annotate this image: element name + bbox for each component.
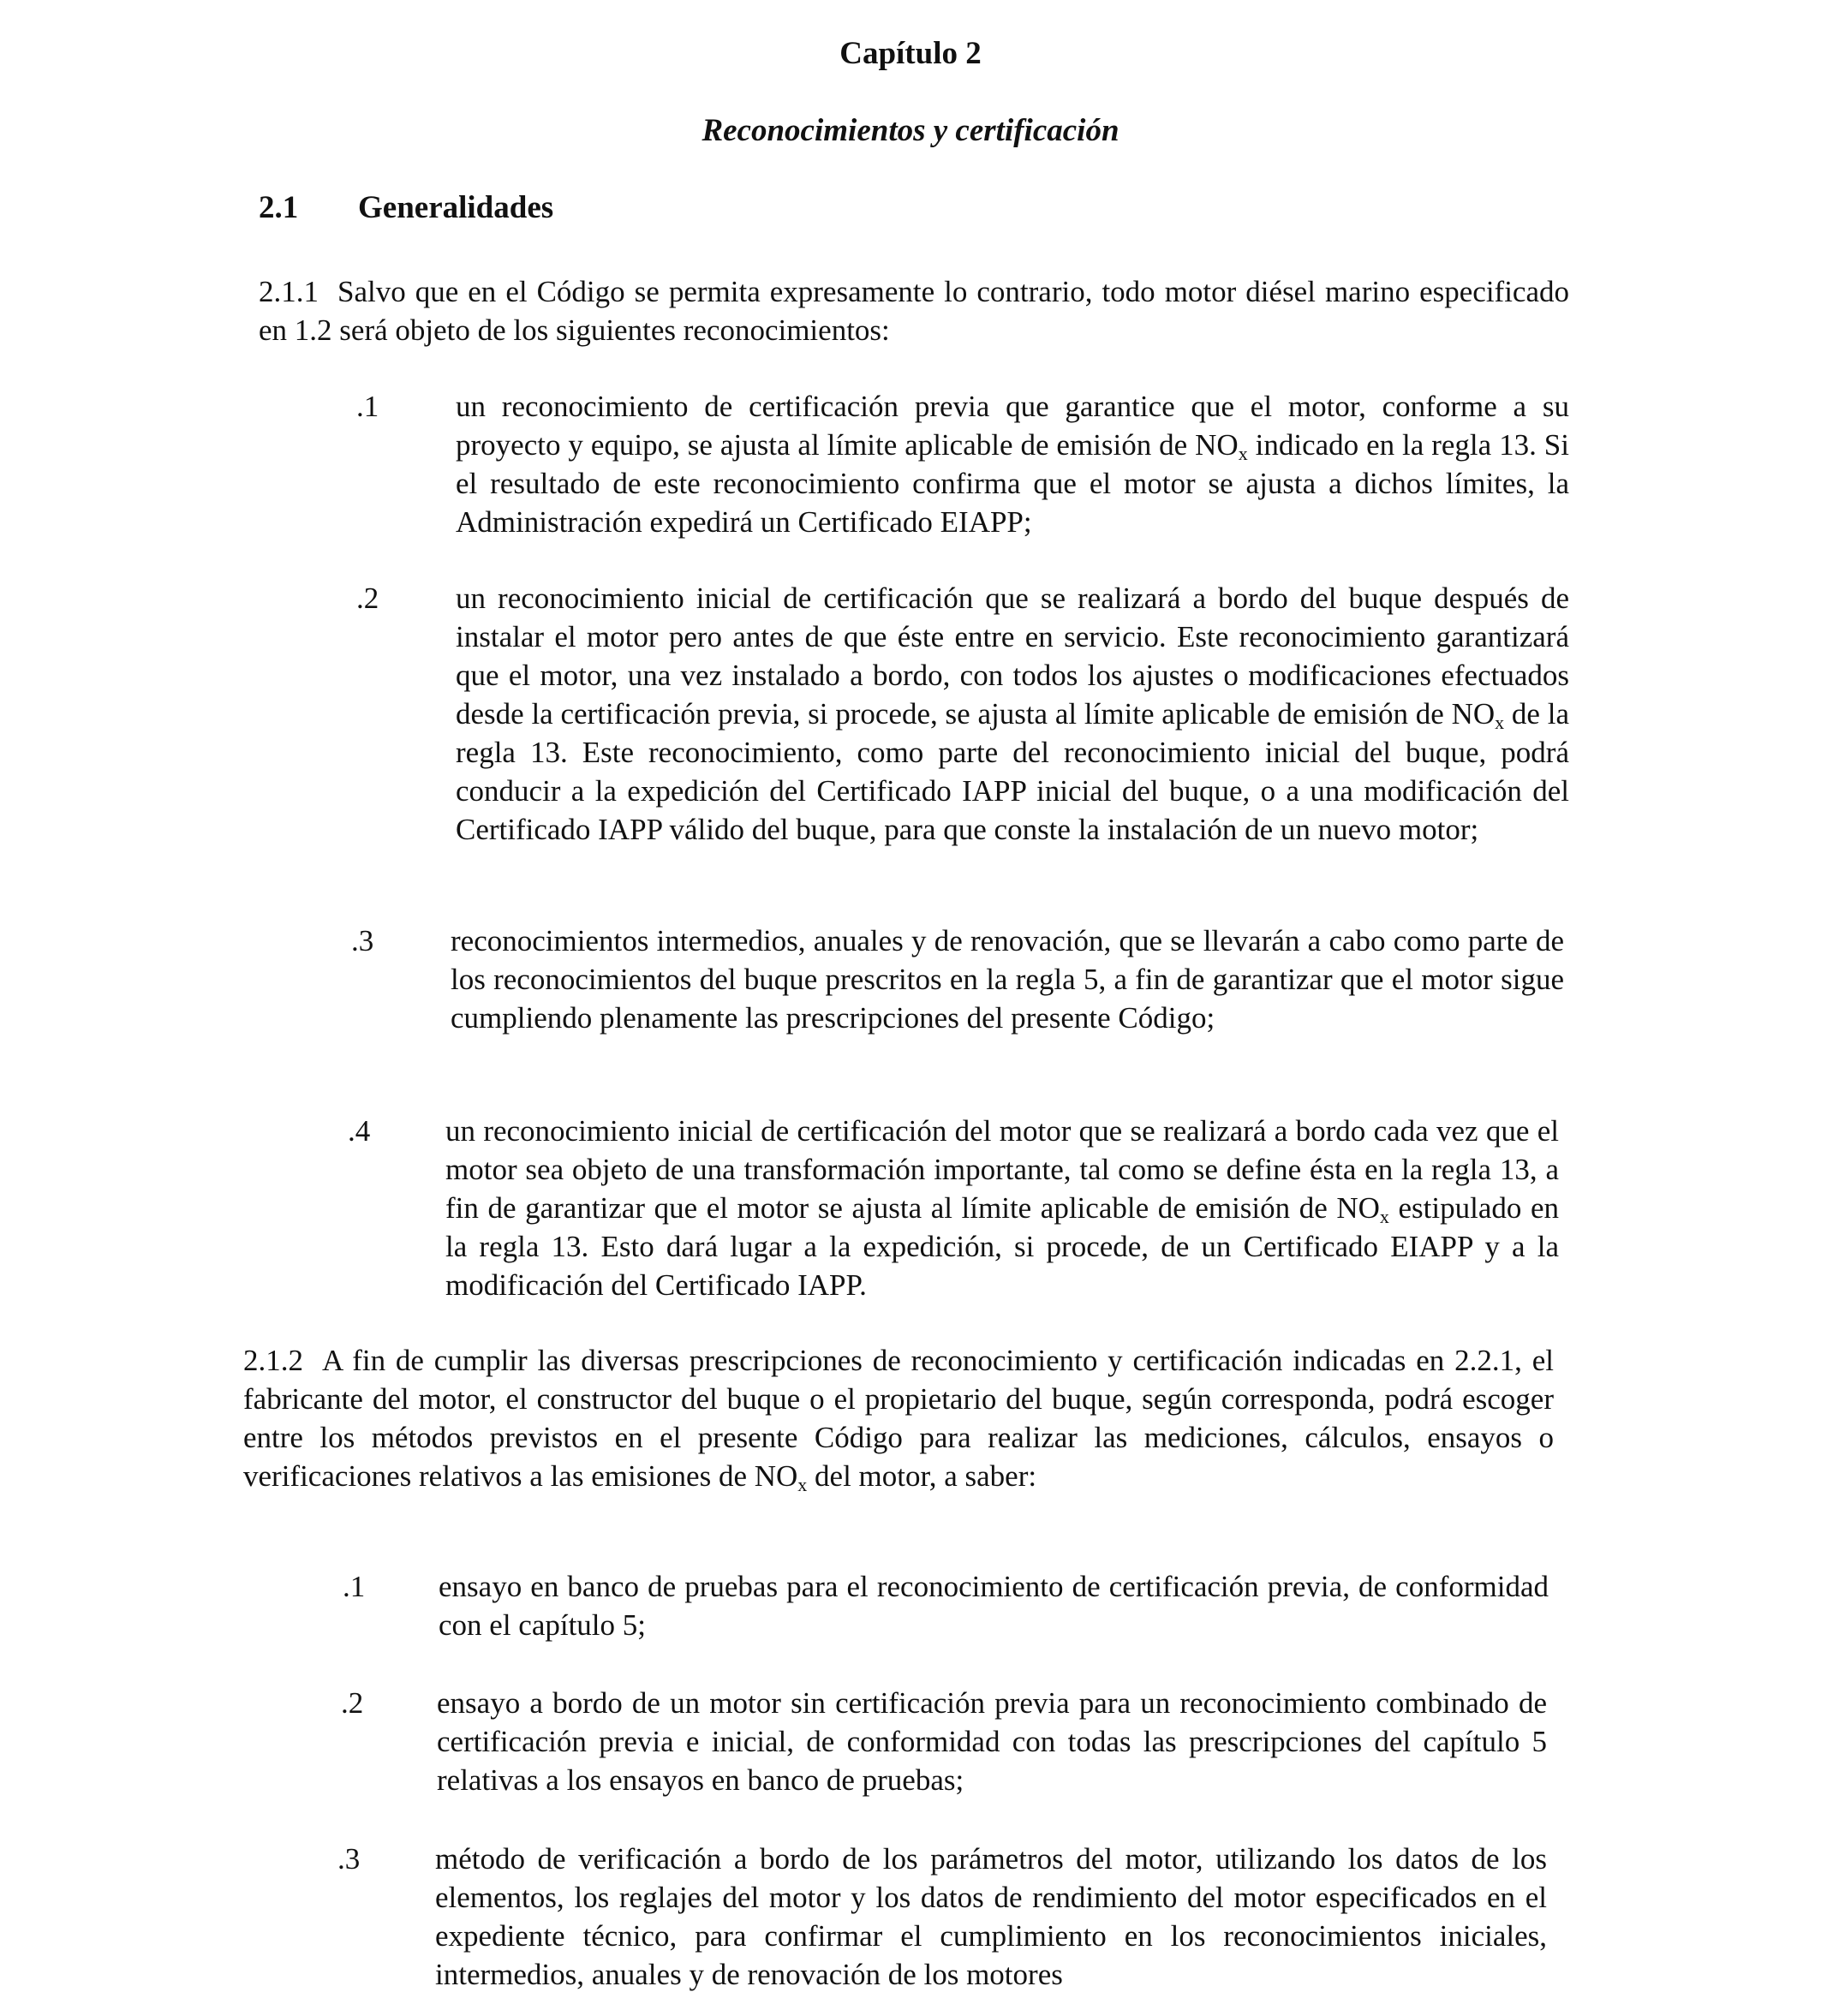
- list-marker: .3: [337, 1842, 361, 1876]
- list-item: [348, 1112, 1573, 1304]
- section-number: 2.1: [259, 190, 299, 225]
- subscript: x: [1495, 712, 1505, 733]
- section-heading: [259, 185, 553, 231]
- list-marker: .2: [356, 582, 379, 615]
- subscript: x: [797, 1474, 808, 1495]
- list-item-text: un reconocimiento de certificación previa que garantice que el motor, conforme a su proyecto y equipo, se ajusta al límite aplicable de emisión de $NO_x$ indicado en la regla 13. Si el resultado de este reconocimiento confirma que el motor se ajusta a dichos límites, la Administración expedirá un Certificado EIAPP;: [456, 390, 1569, 539]
- list-item: [356, 579, 1573, 887]
- paragraph-number: 2.1.1: [259, 275, 319, 308]
- paragraph-text: Salvo que en el Código se permita expresamente lo contrario, todo motor diésel marino especificado en 1.2 será objeto de los siguientes reconocimientos:: [259, 275, 1569, 347]
- subscript: x: [1379, 1206, 1389, 1227]
- chapter-subtitle: Reconocimientos y certificación: [702, 113, 1119, 148]
- list-item: [343, 1567, 1559, 1644]
- paragraph-number: 2.1.2: [243, 1344, 303, 1377]
- list-marker: .2: [341, 1686, 364, 1720]
- section-title: Generalidades: [358, 190, 554, 225]
- list-item-text: ensayo a bordo de un motor sin certificación previa para un reconocimiento combinado de certificación previa e inicial, de conformidad con todas las prescripciones del capítulo 5 relativas a los ensayos en banco de pruebas;: [437, 1686, 1547, 1797]
- list-item-text: método de verificación a bordo de los parámetros del motor, utilizando los datos de los elementos, los reglajes del motor y los datos de rendimiento del motor especificados en el expediente técnico, para confirmar el cumplimiento en los reconocimientos iniciales, intermedios, anuales y de renovación de los motores: [435, 1842, 1547, 1991]
- list-item-text: ensayo en banco de pruebas para el reconocimiento de certificación previa, de conformidad con el capítulo 5;: [439, 1570, 1549, 1642]
- subscript: x: [1238, 443, 1248, 464]
- list-item: [341, 1684, 1557, 1799]
- chapter-title: Capítulo 2: [839, 36, 982, 71]
- list-marker: .1: [356, 390, 379, 423]
- list-item-text: un reconocimiento inicial de certificación del motor que se realizará a bordo cada vez que el motor sea objeto de una transformación importante, tal como se define ésta en la regla 13, a fin de garantizar que el motor se ajusta al límite aplicable de emisión de $NO_x$ estipulado en la regla 13. Esto dará lugar a la expedición, si procede, de un Certificado EIAPP y a la modificación del Certificado IAPP.: [445, 1114, 1559, 1302]
- list-item: [356, 387, 1573, 541]
- paragraph-2-1-1: [259, 272, 1569, 349]
- list-marker: .1: [343, 1570, 366, 1603]
- list-item: [351, 922, 1573, 1076]
- paragraph-text: A fin de cumplir las diversas prescripciones de reconocimiento y certificación indicadas en 2.2.1, el fabricante del motor, el constructor del buque o el propietario del buque, según corresponda, podrá escoger entre los métodos previstos en el presente Código para realizar las mediciones, cálculos, ensayos o verificaciones relativos a las emisiones de NO: [243, 1344, 1554, 1493]
- paragraph-2-1-2: 2.1.2 A fin de cumplir las diversas prescripciones de reconocimiento y certificación indicadas en 2.2.1, el fabricante del motor, el constructor del buque o el propietario del buque, según corresponda, podrá escoger entre los métodos previstos en el presente Código para realizar las mediciones, cálculos, ensayos o verificaciones relativos a las emisiones de $NO_x$ del motor, a saber:: [243, 1344, 1554, 1495]
- list-item-text: un reconocimiento inicial de certificación que se realizará a bordo del buque después de instalar el motor pero antes de que éste entre en servicio. Este reconocimiento garantizará que el motor, una vez instalado a bordo, con todos los ajustes o modificaciones efectuados desde la certificación previa, si procede, se ajusta al límite aplicable de emisión de $NO_x$ de la regla 13. Este reconocimiento, como parte del reconocimiento inicial del buque, podrá conducir a la expedición del Certificado IAPP inicial del buque, o a una modificación del Certificado IAPP válido del buque, para que conste la instalación de un nuevo motor;: [456, 582, 1569, 846]
- list-marker: .4: [348, 1114, 371, 1148]
- list-marker: .3: [351, 924, 374, 957]
- list-item-text: reconocimientos intermedios, anuales y de renovación, que se llevarán a cabo como parte de los reconocimientos del buque prescritos en la regla 5, a fin de garantizar que el motor sigue cumpliendo plenamente las prescripciones del presente Código;: [451, 924, 1564, 1035]
- list-item: [337, 1840, 1557, 2011]
